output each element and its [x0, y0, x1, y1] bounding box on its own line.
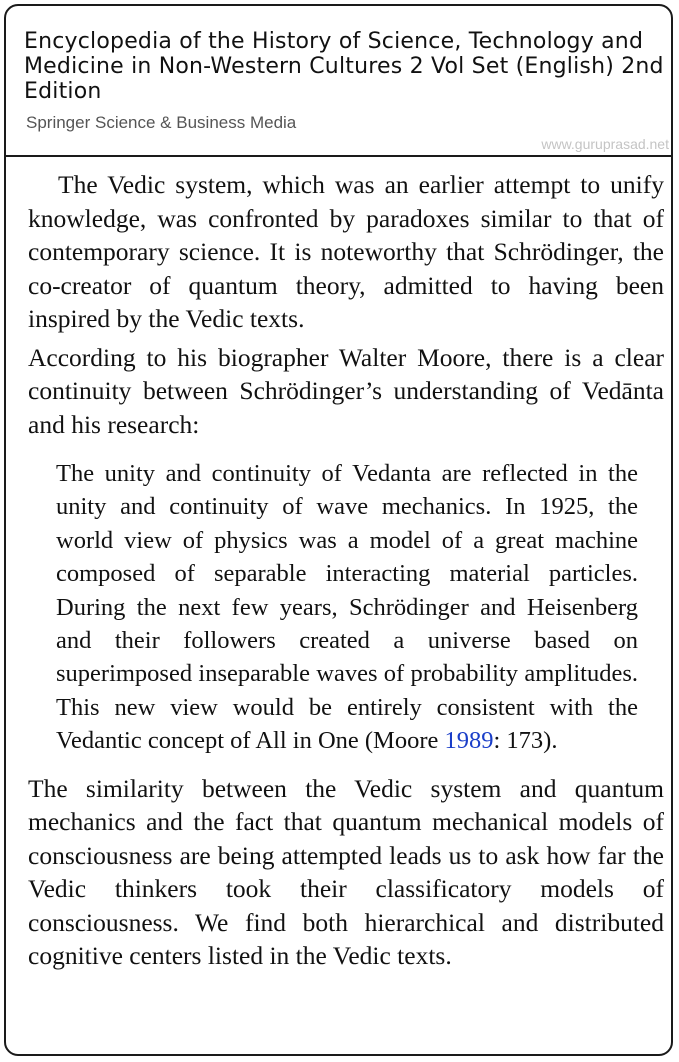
paragraph-similarity: The similarity between the Vedic system and quantum mechanics and the fact that quantum mechanical models of consciousness are being attempted leads us to ask how far the Vedic thinkers took their classificatory models of consciousness. We find both hierarchical and distributed cognitive centers listed in the Vedic texts. [28, 773, 664, 971]
citation-page: : 173). [493, 727, 558, 755]
quote-text: The unity and continuity of Vedanta are reflected in the unity and continuity of wave mechanics. In 1925, the world view of physics was a model of a great machine composed of separable interacting material particles. During the next few years, Schrödinger and Heisenberg and their followers created a universe based on superimposed inseparable waves of probability amplitudes. This new view would be entirely consistent with the Vedantic concept of All in One (Moore [56, 460, 638, 755]
citation-year-link[interactable]: 1989 [444, 727, 494, 755]
book-header [6, 6, 671, 157]
passage-content [28, 168, 664, 973]
paragraph-biographer: According to his biographer Walter Moore, there is a clear continuity between Schrödinger’s understanding of Vedānta and his research: [28, 342, 664, 439]
moore-quote [56, 457, 638, 758]
paragraph-vedic-system: The Vedic system, which was an earlier attempt to unify knowledge, was confronted by paradoxes similar to that of contemporary science. It is noteworthy that Schrödinger, the co-creator of quantum theory, admitted to having been inspired by the Vedic texts. [28, 170, 664, 333]
site-watermark: www.guruprasad.net [541, 136, 669, 152]
book-card [4, 4, 673, 1056]
publisher-name: Springer Science & Business Media [26, 113, 297, 132]
book-title: Encyclopedia of the History of Science, Technology and Medicine in Non-Western Cultures 2 Vol Set (English) 2nd Edition [24, 29, 664, 104]
